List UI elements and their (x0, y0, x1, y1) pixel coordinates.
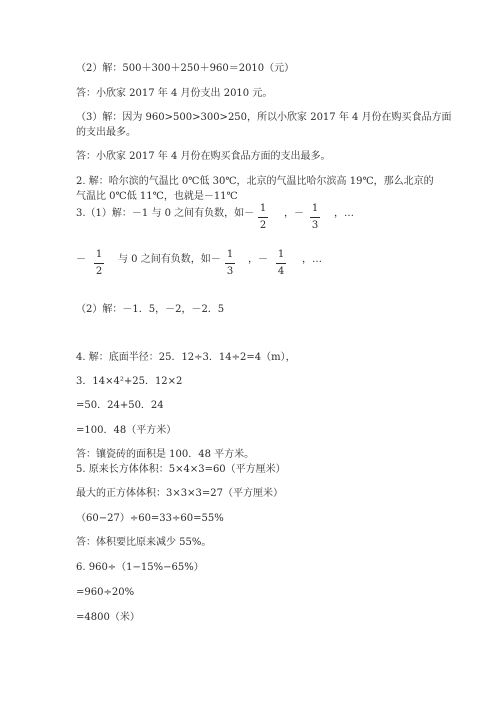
q3-part2-solution: （2）解：－1．5，－2，－2．5 (76, 304, 225, 315)
q3-row1-separator: ，－ (284, 208, 304, 219)
temperature-solution-line2: 气温比 0℃低 11℃，也就是－11℃ (76, 191, 238, 202)
fraction-denominator: 2 (95, 266, 103, 277)
q4-solution-line1: 4. 解：底面半径：25．12÷3．14÷2=4（m）， (76, 352, 296, 363)
fraction-bar (225, 263, 235, 264)
fraction-numerator: 1 (277, 249, 285, 260)
q3-row2-middle: 与 0 之间有负数，如－ (118, 254, 221, 265)
q6-solution-line2: =960÷20% (76, 587, 135, 598)
q2-part3-solution-line2: 的支出最多。 (76, 127, 136, 138)
fraction-denominator: 3 (311, 220, 319, 231)
temperature-solution-line1: 2. 解：哈尔滨的气温比 0℃低 30℃，北京的气温比哈尔滨高 19℃，那么北京的 (76, 176, 434, 187)
fraction-bar (94, 263, 104, 264)
q5-solution-line3: （60−27）÷60=33÷60=55% (76, 513, 224, 524)
fraction-bar (276, 263, 286, 264)
q2-part2-solution: （2）解：500＋300＋250＋960＝2010（元） (76, 63, 295, 74)
fraction (275, 249, 287, 278)
q4-solution-line3: =50．24+50．24 (76, 400, 164, 411)
fraction-denominator: 2 (259, 220, 267, 231)
fraction-numerator: 1 (226, 249, 234, 260)
fraction-numerator: 1 (259, 203, 267, 214)
q3-row2-prefix: － (76, 254, 86, 265)
fraction-numerator: 1 (311, 203, 319, 214)
q5-answer: 答：体积要比原来减少 55%。 (76, 537, 212, 548)
q4-solution-line2: 3．14×4²+25．12×2 (76, 376, 183, 387)
fraction (257, 203, 269, 232)
q5-solution-line1: 5. 原来长方体体积：5×4×3=60（平方厘米） (76, 464, 286, 475)
q6-solution-line3: =4800（米） (76, 612, 140, 623)
q5-solution-line2: 最大的正方体体积：3×3×3=27（平方厘米） (76, 488, 283, 499)
q3-row2-separator: ，－ (248, 254, 268, 265)
q2-part3-answer: 答：小欣家 2017 年 4 月份在购买食品方面的支出最多。 (76, 151, 331, 162)
fraction-denominator: 4 (277, 266, 285, 277)
fraction (309, 203, 321, 232)
fraction (224, 249, 236, 278)
fraction-denominator: 3 (226, 266, 234, 277)
fraction-numerator: 1 (95, 249, 103, 260)
q3-row1-prefix: 3.（1）解：－1 与 0 之间有负数，如－ (76, 208, 255, 219)
q6-solution-line1: 6. 960÷（1−15%−65%） (76, 562, 204, 573)
q2-part2-answer: 答：小欣家 2017 年 4 月份支出 2010 元。 (76, 88, 273, 99)
q3-row1-suffix: ，… (334, 208, 354, 219)
q3-row2-suffix: ，… (302, 254, 322, 265)
q4-answer: 答：镶瓷砖的面积是 100．48 平方米。 (76, 449, 255, 460)
q2-part3-solution-line1: （3）解：因为 960>500>300>250，所以小欣家 2017 年 4 月份在购买食品方面 (76, 112, 452, 123)
fraction-bar (258, 217, 268, 218)
fraction-bar (310, 217, 320, 218)
q4-solution-line4: =100．48（平方米） (76, 425, 177, 436)
fraction (93, 249, 105, 278)
